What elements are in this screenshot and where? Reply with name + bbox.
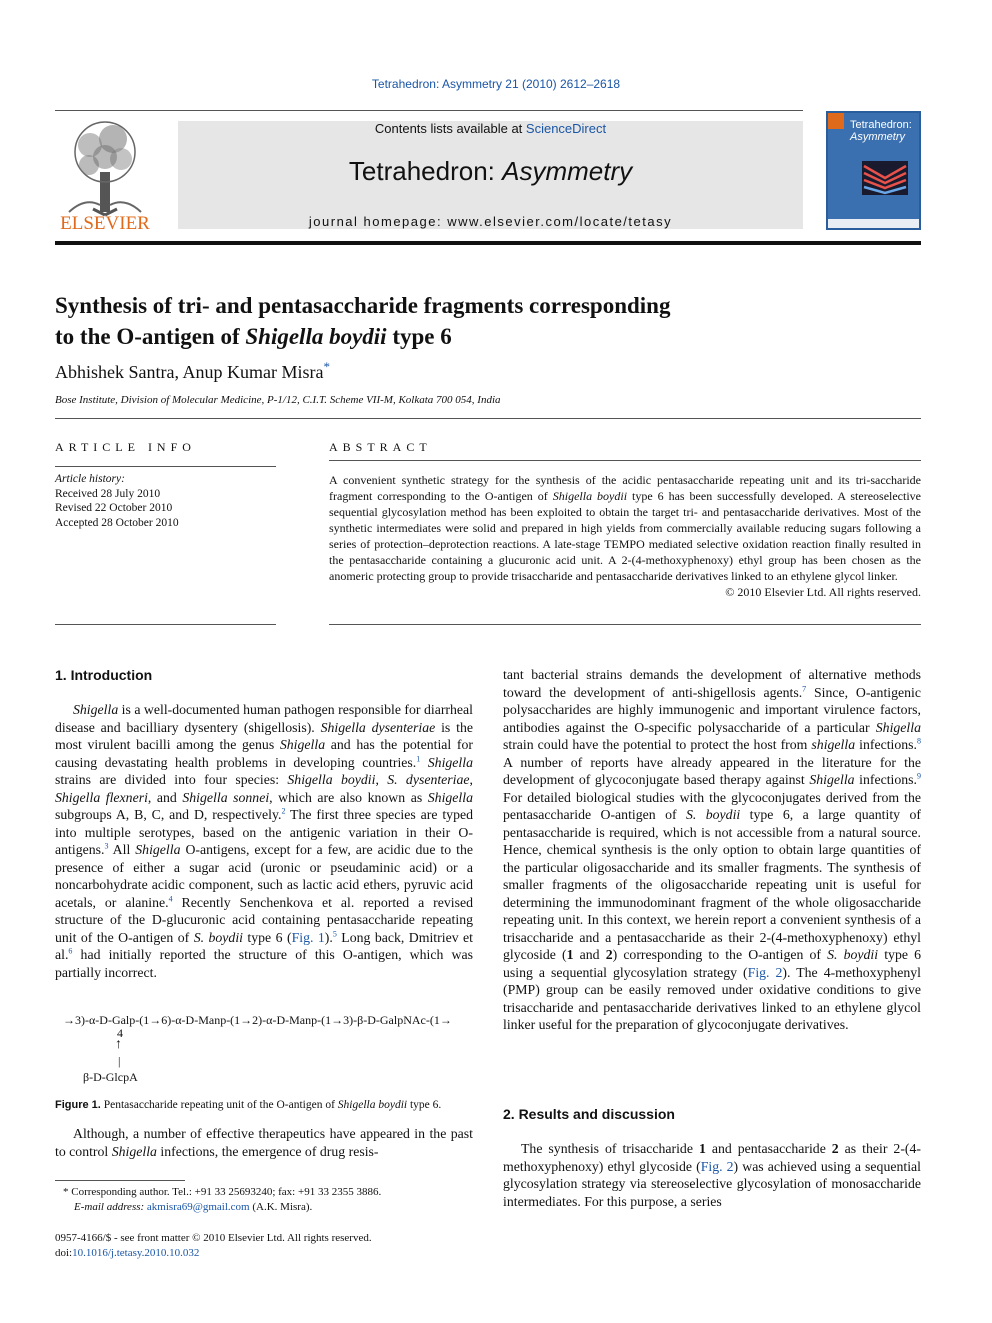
title-line2-c: type 6	[386, 324, 452, 349]
footnote-email-suffix: (A.K. Misra).	[249, 1200, 313, 1213]
intro-paragraph-2: Although, a number of effective therapeutics have appeared in the past to control Shigella infections, the emergence of drug resis-	[55, 1126, 473, 1159]
intro-paragraph-1: Shigella is a well-documented human pathogen responsible for diarrheal disease and bacilliary dysentery (shigellosis). Shigella dysenteriae is the most virulent bacilli among the genus Shigella and has the potential for causing devastating health problems in developing countries.$^1$ Shigella strains are divided into four species: Shigella boydii, S. dysenteriae, Shigella flexneri, and Shigella sonnei, which are also known as Shigella subgroups A, B, C, and D, respectively.$^2$ The first three species are typed into multiple serotypes, based on the antigenic variation in their O-antigens.$^3$ All Shigella O-antigens, except for a few, are acidic due to the presence of either a sugar acid (uronic or pseudaminic acid) or a noncarbohydrate acidic component, such as lactic acid ethers, pyruvic acid acetals, or alanine.$^4$ Recently Senchenkova et al. reported a revised structure of the D-glucuronic acid containing pentasaccharide repeating unit of the O-antigen of S. boydii type 6 (Fig. 1).$^5$ Long back, Dmitriev et al.$^6$ had initially reported the structure of this O-antigen, which was partially incorrect.	[55, 702, 474, 980]
abstract-copyright: © 2010 Elsevier Ltd. All rights reserved.	[725, 585, 921, 599]
doi-link[interactable]: 10.1016/j.tetasy.2010.10.032	[72, 1246, 200, 1259]
figure-1-structure	[55, 1013, 473, 1088]
section-heading-results: 2. Results and discussion	[503, 1106, 675, 1122]
author-email-link[interactable]: akmisra69@gmail.com	[146, 1200, 250, 1213]
article-info-rule-bottom	[55, 624, 276, 625]
figure-branch-position: 4	[117, 1026, 123, 1040]
author-list	[55, 359, 330, 383]
footnote	[55, 1185, 381, 1214]
intro-paragraph-2-continued: tant bacterial strains demands the development of alternative methods toward the development of anti-shigellosis agents.$^7$ Since, O-antigenic polysaccharides are highly immunogenic and important virulence factors, antibodies against the O-specific polysaccharide of a particular Shigella strain could have the potential to protect the host from shigella infections.$^8$ A number of reports have already appeared in the literature for the development of glycoconjugate based therapy against Shigella infections.$^9$ For detailed biological studies with the glycoconjugates derived from the pentasaccharide O-antigen of S. boydii type 6, a large quantity of pentasaccharide is required, which is not accessible from a natural source. Hence, chemical synthesis is the only option to obtain large quantities of the particular oligosaccharide and its smaller fragments. The synthesis of smaller fragments of the oligosaccharide repeating unit is useful for determining the immunodominant fragment of the whole oligosaccharide repeating unit. In this context, we herein report a convenient synthesis of a trisaccharide and a pentasaccharide as their 2-(4-methoxyphenoxy) ethyl glycoside (1 and 2) corresponding to the O-antigen of S. boydii type 6 using a sequential glycosylation strategy (Fig. 2). The 4-methoxyphenyl (PMP) group can be easily removed under oxidative conditions to give trisaccharide and pentasaccharide derivatives linked to an ethylene glycol linker useful for the preparation of glycoconjugate derivatives.	[503, 667, 922, 1032]
figure-branch-residue: β-D-GlcpA	[83, 1070, 138, 1084]
journal-citation[interactable]: Tetrahedron: Asymmetry 21 (2010) 2612–2618	[371, 77, 621, 91]
cover-title-a: Tetrahedron:	[850, 119, 912, 131]
figure-branch-bar: |	[118, 1054, 121, 1068]
sciencedirect-link[interactable]: ScienceDirect	[525, 121, 607, 136]
abstract-c: type 6 has been successfully developed. A stereoselective sequential glycosylation method has been exploited to obtain the target tri- and pentasaccharide derivatives. Most of the synthetic intermediates were solid and prepared in high yields from commercially available reducing sugars following a series of protection–deprotection reactions. A late-stage TEMPO mediated selective oxidation reaction finally resulted in the pentasaccharide containing a glucuronic acid unit. A 2-(4-methoxyphenoxy) ethyl group has been chosen as the anomeric protecting group to provide trisaccharide and pentasaccharide derivatives linked to an ethylene glycol linker.	[329, 489, 922, 583]
title-line2-a: to the O-antigen of	[55, 324, 246, 349]
journal-homepage[interactable]: journal homepage: www.elsevier.com/locate/tetasy	[308, 214, 673, 229]
doi-prefix: doi:	[55, 1246, 73, 1259]
abstract-text	[329, 472, 921, 600]
article-title	[55, 290, 815, 352]
history-received: Received 28 July 2010	[55, 487, 161, 500]
affiliation-rule	[55, 418, 921, 419]
figure-caption-a: Pentasaccharide repeating unit of the O-antigen of	[100, 1099, 338, 1111]
history-label: Article history:	[55, 473, 125, 485]
title-line2-b: Shigella boydii	[245, 324, 387, 349]
history-accepted: Accepted 28 October 2010	[55, 516, 179, 529]
front-matter	[55, 1231, 372, 1260]
authors: Abhishek Santra, Anup Kumar Misra	[55, 362, 324, 382]
abstract-rule-top	[329, 460, 921, 461]
figure-main-chain: →3)-α-D-Galp-(1→6)-α-D-Manp-(1→2)-α-D-Manp-(1→3)-β-D-GalpNAc-(1→	[63, 1013, 452, 1027]
article-info-label: ARTICLE INFO	[55, 440, 196, 454]
journal-title-main: Tetrahedron:	[348, 156, 503, 186]
affiliation: Bose Institute, Division of Molecular Medicine, P-1/12, C.I.T. Scheme VII-M, Kolkata 700 054, India	[55, 394, 501, 406]
history-revised: Revised 22 October 2010	[55, 502, 173, 514]
header-rule-bottom	[55, 241, 921, 245]
abstract-rule-bottom	[329, 624, 921, 625]
article-history	[55, 472, 179, 530]
results-paragraph-1: The synthesis of trisaccharide 1 and pentasaccharide 2 as their 2-(4-methoxyphenoxy) ethyl glycoside (Fig. 2) was achieved using a sequential glycosylation strategy via stereoselective glycosylation of monosaccharide intermediates. For this purpose, a series	[503, 1141, 921, 1209]
contents-prefix: Contents lists available at	[374, 121, 526, 136]
figure-caption-label: Figure 1.	[55, 1099, 101, 1111]
abstract-a: A convenient synthetic strategy for the synthesis of the acidic pentasaccharide repeating unit and its tri-saccharide fragment corresponding to the O-antigen of	[329, 473, 921, 503]
footnote-email-label: E-mail address:	[74, 1200, 147, 1213]
cover-title-b: Asymmetry	[850, 131, 905, 143]
footnote-rule	[55, 1180, 185, 1181]
abstract-b: Shigella boydii	[552, 489, 628, 503]
journal-title	[178, 156, 803, 187]
issn-line: 0957-4166/$ - see front matter © 2010 Elsevier Ltd. All rights reserved.	[55, 1232, 372, 1244]
figure-1-caption	[55, 1099, 473, 1111]
footnote-corr: Corresponding author. Tel.: +91 33 25693240; fax: +91 33 2355 3886.	[68, 1186, 382, 1198]
journal-title-italic: Asymmetry	[502, 156, 633, 186]
figure-caption-b: Shigella boydii	[337, 1099, 408, 1111]
publisher-wordmark: ELSEVIER	[60, 213, 150, 234]
figure-caption-c: type 6.	[407, 1099, 442, 1111]
journal-cover-image	[826, 111, 921, 230]
abstract-label: ABSTRACT	[329, 440, 432, 454]
title-line1: Synthesis of tri- and pentasaccharide fragments corresponding	[55, 293, 671, 318]
corresponding-author-mark[interactable]: *	[323, 359, 330, 374]
elsevier-logo	[55, 117, 155, 232]
section-heading-introduction: 1. Introduction	[55, 667, 153, 683]
header-rule-top	[55, 110, 803, 111]
figure-arrow-up: ↑	[115, 1037, 122, 1052]
cover-title	[850, 119, 912, 143]
article-info-rule-top	[55, 466, 276, 467]
footnote-mark: *	[63, 1186, 69, 1198]
contents-line	[178, 121, 803, 136]
